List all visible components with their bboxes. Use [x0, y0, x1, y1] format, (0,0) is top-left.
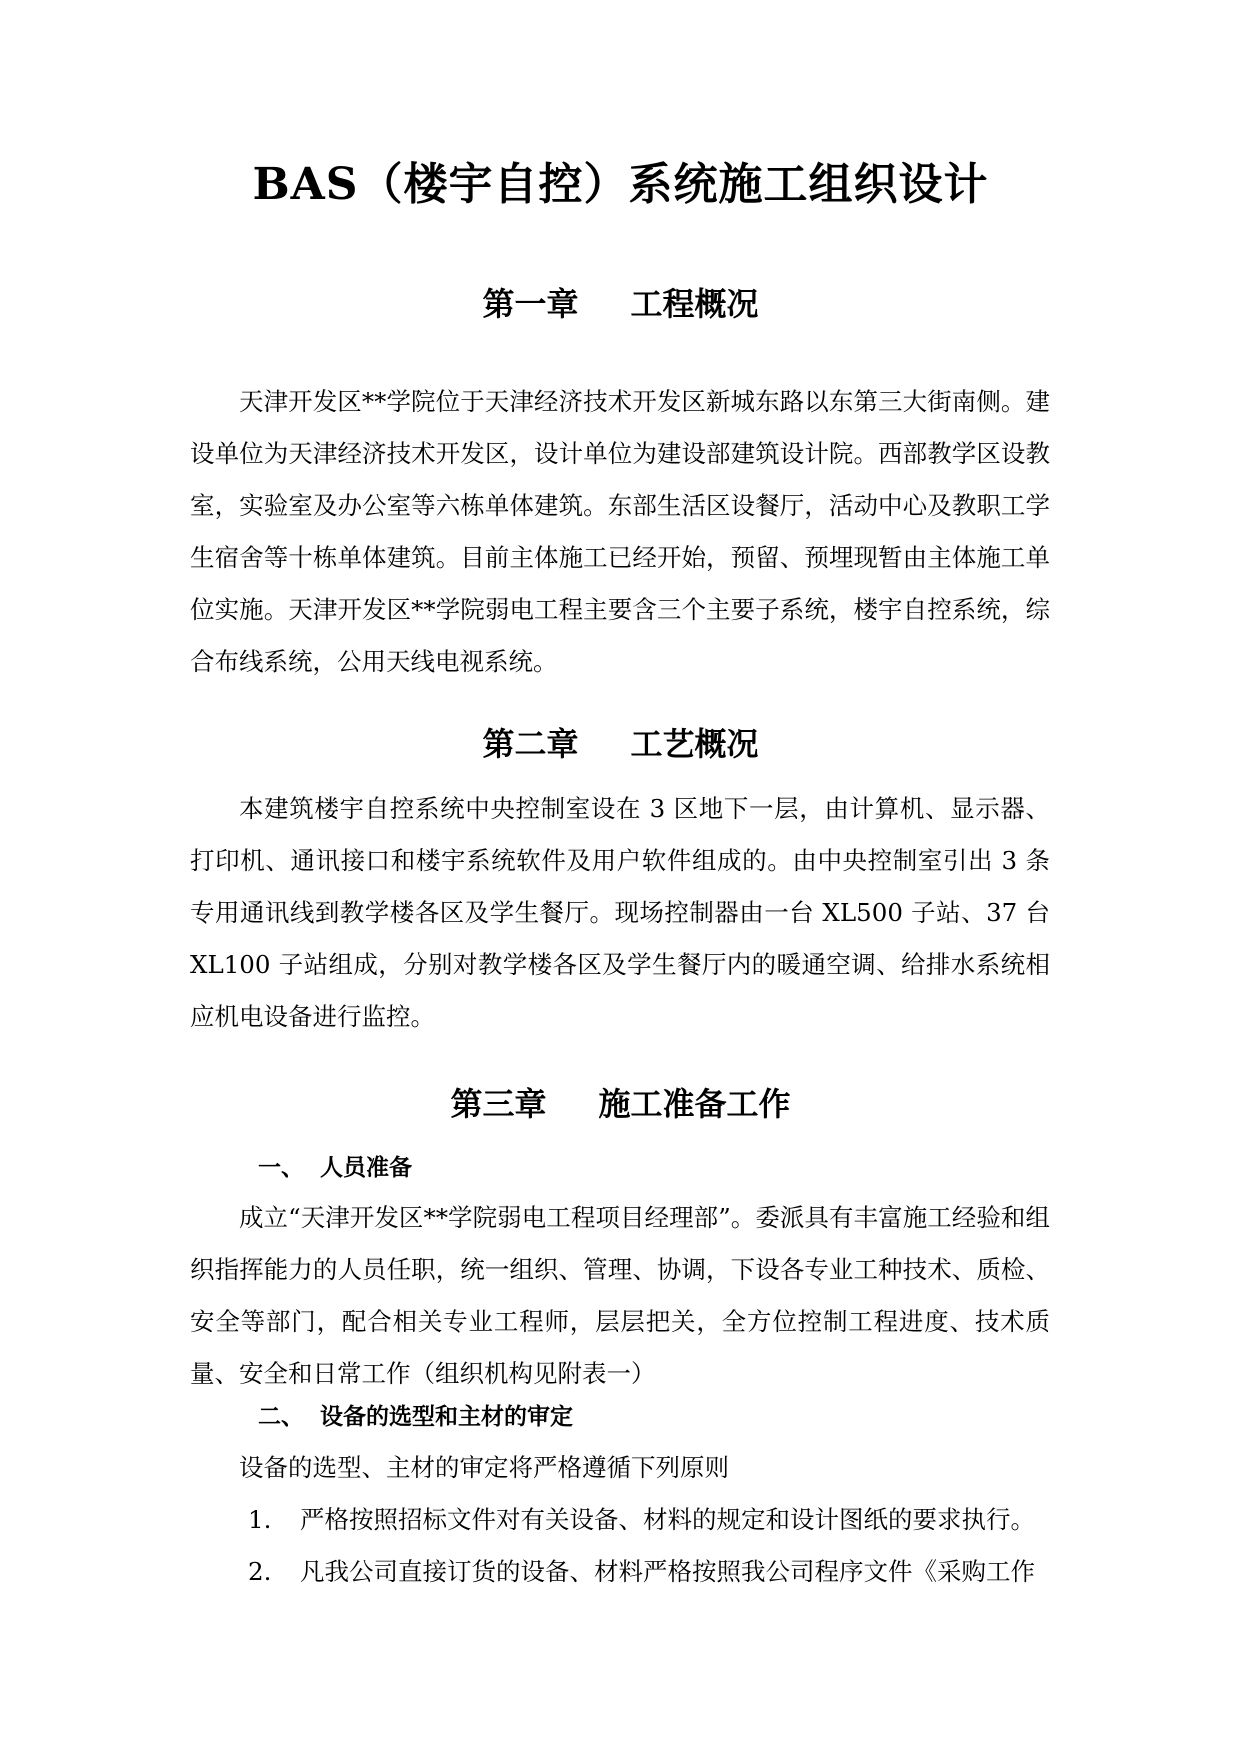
section-1-number: 一、 [258, 1155, 304, 1181]
list-item-text: 凡我公司直接订货的设备、材料严格按照我公司程序文件《采购工作 [300, 1557, 1035, 1586]
chapter-2-paragraph: 本建筑楼宇自控系统中央控制室设在 3 区地下一层，由计算机、显示器、打印机、通讯接口和楼宇系统软件及用户软件组成的。由中央控制室引出 3 条专用通讯线到教学楼各区及学生餐厅。现场控制器由一台 XL500 子站、37 台 XL100 子站组成，分别对教学楼各区及学生餐厅内的暖通空调、给排水系统相应机电设备进行监控。 [190, 794, 1050, 1031]
chapter-2-number: 第二章 [482, 725, 579, 763]
list-item-text: 严格按照招标文件对有关设备、材料的规定和设计图纸的要求执行。 [300, 1505, 1035, 1534]
document-title: BAS（楼宇自控）系统施工组织设计 [252, 159, 989, 210]
list-item [248, 1500, 1035, 1540]
chapter-2-heading [0, 722, 1241, 766]
section-2-title: 设备的选型和主材的审定 [320, 1404, 573, 1430]
list-item-number: 1. [248, 1505, 272, 1534]
section-1-title: 人员准备 [320, 1155, 412, 1181]
section-2-heading [258, 1397, 573, 1437]
chapter-1-number: 第一章 [482, 285, 579, 323]
section-1-heading [258, 1148, 412, 1188]
list-item [248, 1552, 1035, 1592]
chapter-2-title: 工艺概况 [630, 725, 759, 763]
section-2-intro: 设备的选型、主材的审定将严格遵循下列原则 [239, 1453, 729, 1482]
chapter-1-paragraph: 天津开发区**学院位于天津经济技术开发区新城东路以东第三大街南侧。建设单位为天津经济技术开发区，设计单位为建设部建筑设计院。西部教学区设教室，实验室及办公室等六栋单体建筑。东部生活区设餐厅，活动中心及教职工学生宿舍等十栋单体建筑。目前主体施工已经开始，预留、预埋现暂由主体施工单位实施。天津开发区**学院弱电工程主要含三个主要子系统，楼宇自控系统，综合布线系统，公用天线电视系统。 [190, 387, 1050, 676]
chapter-3-number: 第三章 [450, 1085, 547, 1123]
section-2-number: 二、 [258, 1404, 304, 1430]
list-item-number: 2. [248, 1557, 272, 1586]
chapter-1-title: 工程概况 [630, 285, 759, 323]
section-1-paragraph: 成立“天津开发区**学院弱电工程项目经理部”。委派具有丰富施工经验和组织指挥能力的人员任职，统一组织、管理、协调，下设各专业工种技术、质检、安全等部门，配合相关专业工程师，层层把关，全方位控制工程进度、技术质量、安全和日常工作（组织机构见附表一） [190, 1203, 1050, 1388]
chapter-1-heading [0, 282, 1241, 326]
chapter-3-title: 施工准备工作 [598, 1085, 791, 1123]
chapter-3-heading [0, 1082, 1241, 1126]
